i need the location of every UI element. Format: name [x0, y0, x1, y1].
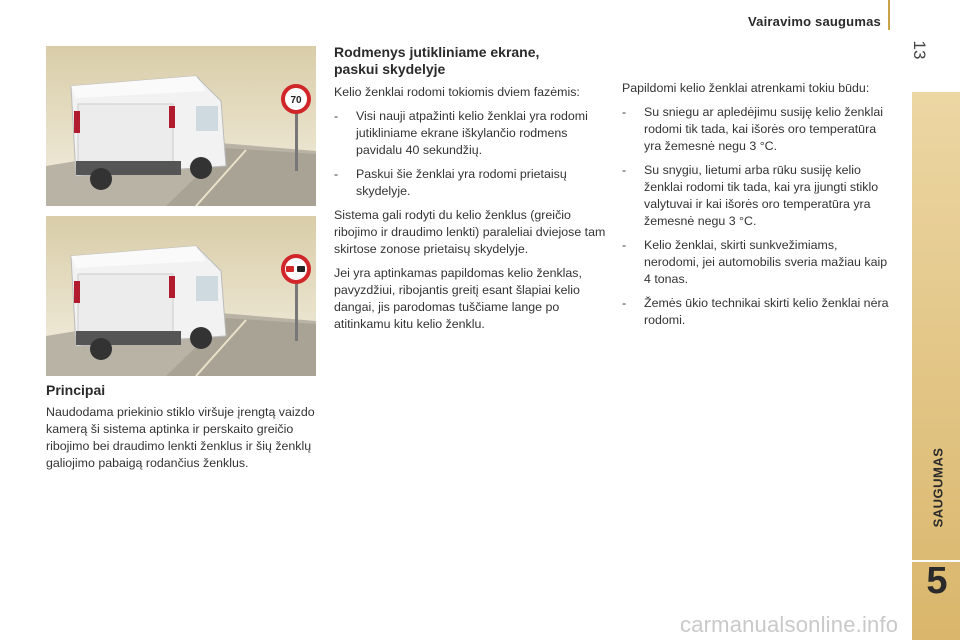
van-no-overtaking-drawing	[46, 216, 316, 376]
list-item-text: Su snygiu, lietumi arba rūku susiję kelio ženklai rodomi tik tada, kai yra įjungti stiklo valytuvai ir kai išorės oro temperatūra yra žemesnė negu 3 °C.	[644, 163, 879, 228]
header-rule	[888, 0, 890, 30]
van-speed-limit-illustration	[46, 46, 316, 206]
display-paragraph-1: Sistema gali rodyti du kelio ženklus (greičio ribojimo ir draudimo lenkti) paraleliai dviejose tam skirtose zonose prietaisų skydelyje.	[334, 208, 606, 256]
principles-heading: Principai	[46, 382, 106, 398]
list-item-text: Su sniegu ar apledėjimu susiję kelio ženklai rodomi tik tada, kai išorės oro temperatūra yra žemesnė negu 3 °C.	[644, 105, 883, 153]
section-title: Vairavimo saugumas	[748, 14, 881, 29]
list-item-text: Visi nauji atpažinti kelio ženklai yra rodomi jutikliniame ekrane iškylančio rodmens pavidalu 40 sekundžių.	[356, 109, 588, 157]
principles-paragraph: Naudodama priekinio stiklo viršuje įrengtą vaizdo kamerą ši sistema aptinka ir perskaito greičio ribojimo bei draudimo lenkti ženklus ir šių ženklų galiojimo pabaigą rodančius ženklus.	[46, 405, 315, 470]
chapter-number: 5	[926, 560, 948, 602]
list-item-text: Paskui šie ženklai yra rodomi prietaisų skydelyje.	[356, 167, 567, 198]
list-dash: -	[622, 296, 627, 310]
list-item	[622, 162, 894, 230]
watermark: carmanualsonline.info	[680, 612, 899, 637]
display-intro: Kelio ženklai rodomi tokiomis dviem fazėmis:	[334, 85, 580, 99]
list-item-text: Kelio ženklai, skirti sunkvežimiams, nerodomi, jei automobilis sveria mažiau kaip 4 tonas.	[644, 238, 888, 286]
van-speed-limit-drawing	[46, 46, 316, 206]
display-section	[334, 44, 609, 340]
chapter-side-tab	[912, 92, 960, 640]
phase-list	[334, 108, 609, 200]
speed-limit-sign-value: 70	[290, 95, 302, 106]
additional-intro: Papildomi kelio ženklai atrenkami tokiu būdu:	[622, 81, 870, 95]
additional-signs-section	[622, 80, 894, 336]
chapter-label: SAUGUMAS	[930, 447, 946, 528]
list-dash: -	[334, 167, 339, 181]
list-item	[622, 295, 894, 329]
list-item	[622, 104, 894, 155]
display-paragraph-2: Jei yra aptinkamas papildomas kelio ženklas, pavyzdžiui, ribojantis greitį esant šlapiai kelio dangai, jis parodomas tuščiame lange po atitinkamu kitu kelio ženklu.	[334, 266, 582, 331]
additional-list	[622, 104, 894, 329]
list-item	[334, 166, 609, 200]
list-dash: -	[622, 238, 627, 252]
list-dash: -	[334, 109, 339, 123]
list-item	[622, 237, 894, 288]
list-item-text: Žemės ūkio technikai skirti kelio ženklai nėra rodomi.	[644, 296, 889, 327]
page-number: 13	[910, 40, 929, 60]
list-dash: -	[622, 105, 627, 119]
van-no-overtaking-illustration	[46, 216, 316, 376]
display-heading: Rodmenys jutikliniame ekrane, paskui skydelyje	[334, 44, 540, 77]
list-dash: -	[622, 163, 627, 177]
list-item	[334, 108, 609, 159]
